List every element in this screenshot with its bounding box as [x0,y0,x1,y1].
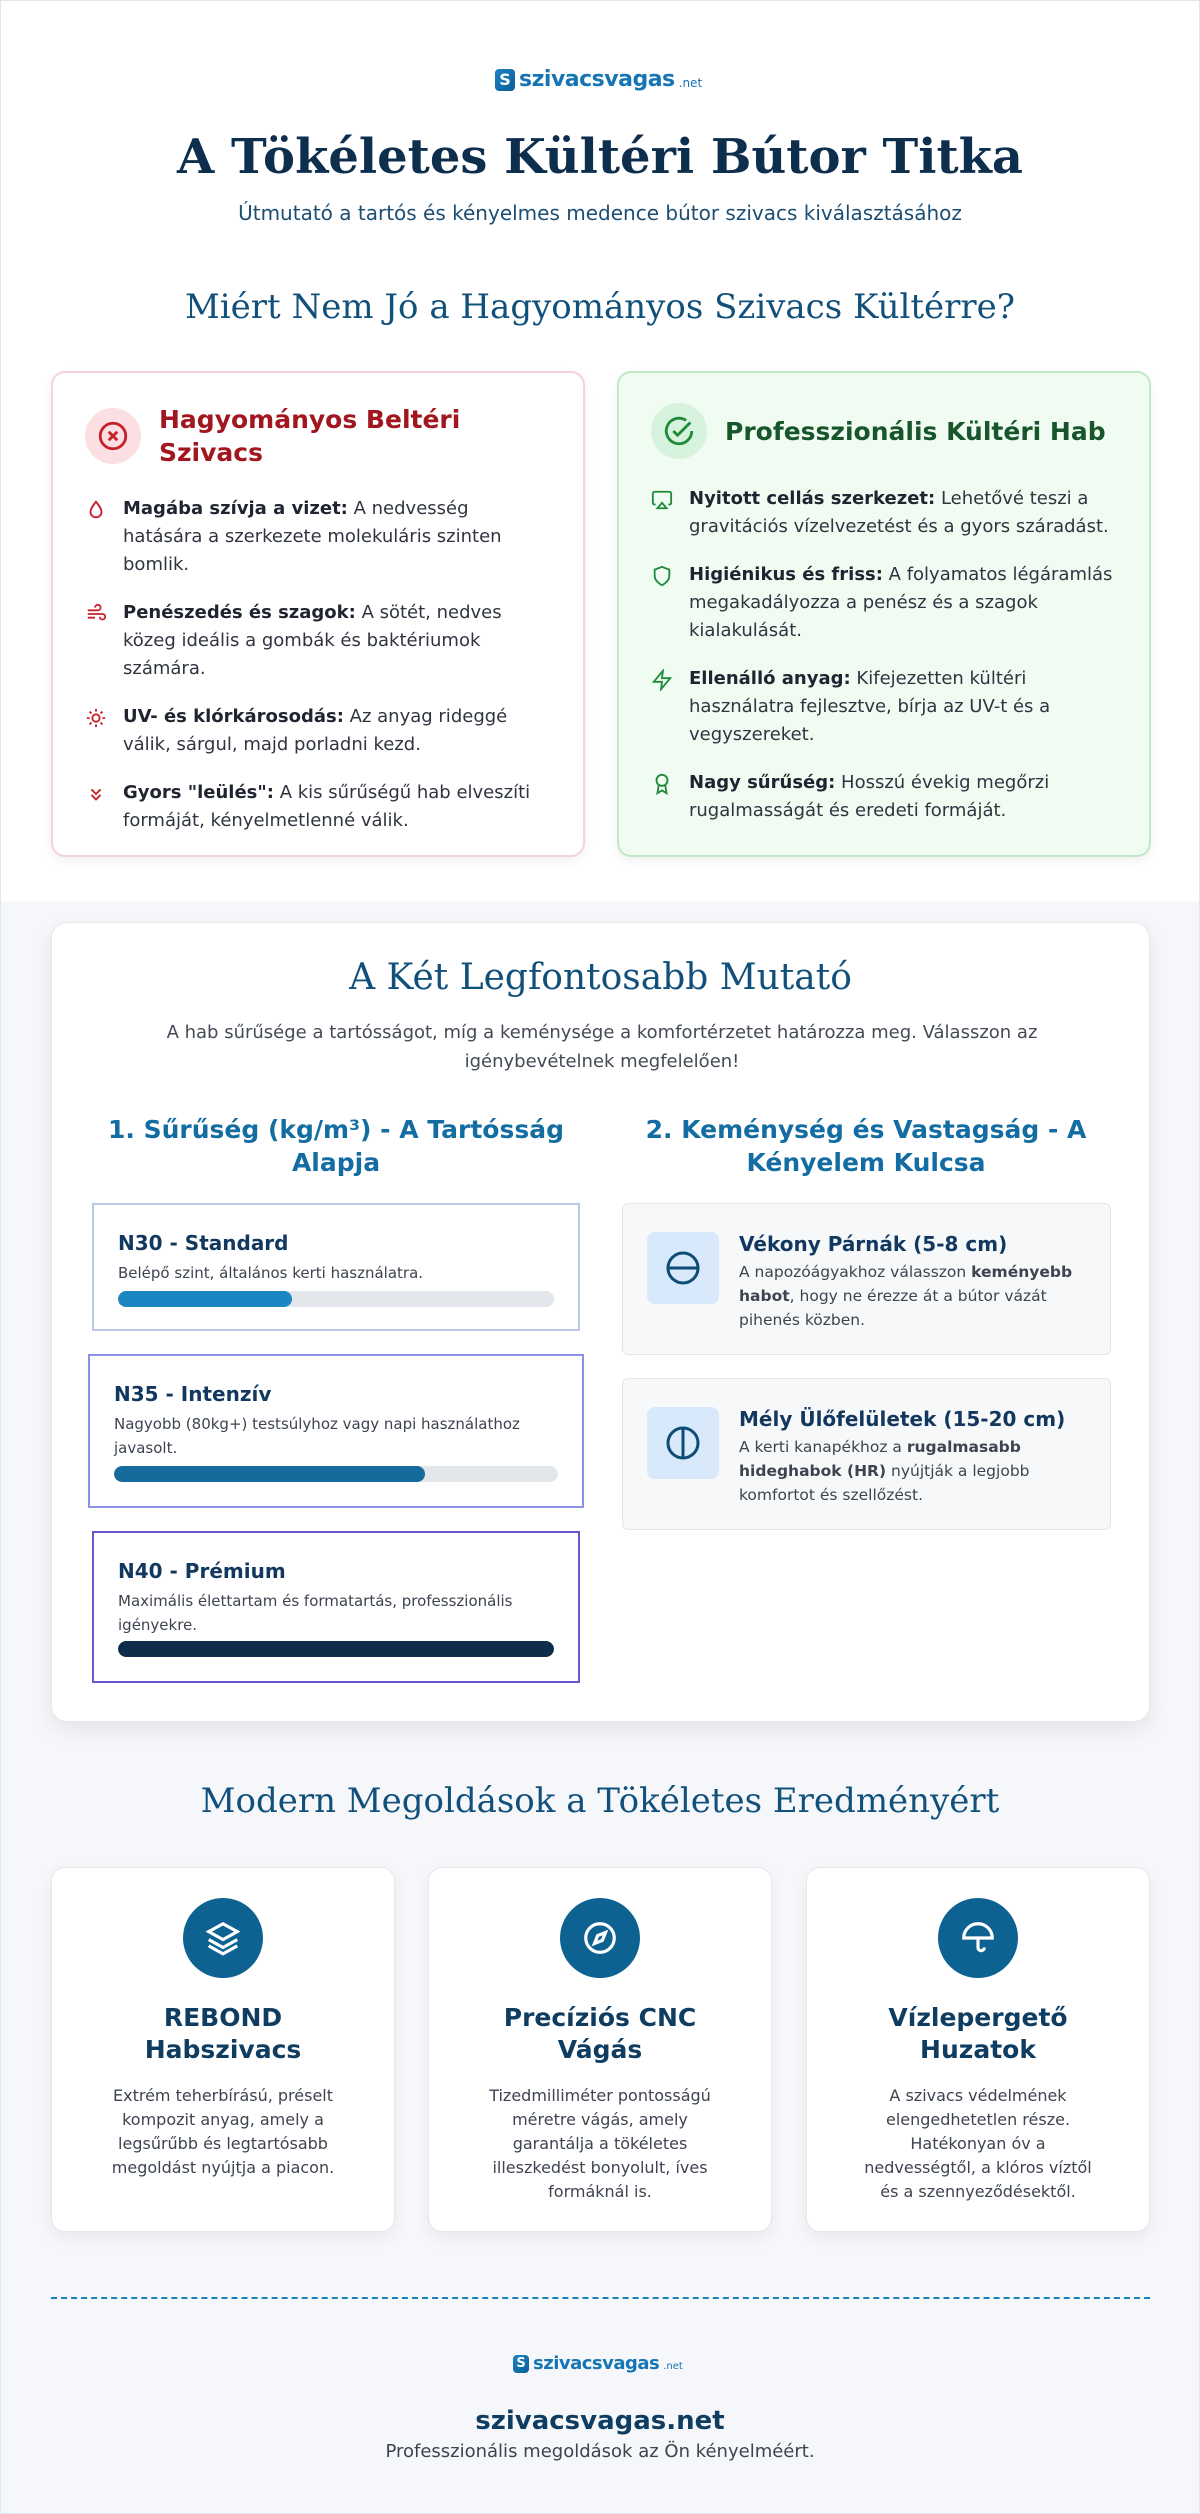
shield-icon [651,561,675,645]
header-logo[interactable] [495,67,702,92]
list-item: Nyitott cellás szerkezet: Lehetővé teszi a gravitációs vízelvezetést és a gyors száradást. [651,485,1117,541]
density-bar-fill [118,1641,554,1657]
layers-icon [183,1898,263,1978]
list-item: Higiénikus és friss: A folyamatos légáramlás megakadályozza a penész és a szagok kialakulását. [651,561,1117,645]
density-card-n40: N40 - Prémium Maximális élettartam és formatartás, professzionális igényekre. [92,1531,580,1683]
logo-tld: .net [678,75,703,90]
solution-card-rebond: REBOND Habszivacs Extrém teherbírású, préselt kompozit anyag, amely a legsűrűbb és legtartósabb megoldást nyújtja a piacon. [51,1867,395,2232]
list-item: Magába szívja a vizet: A nedvesség hatására a szerkezete molekuláris szinten bomlik. [85,495,551,579]
chevrons-down-icon [85,779,109,835]
density-bar [118,1641,554,1657]
list-item: UV- és klórkárosodás: Az anyag rideggé válik, sárgul, majd porladni kezd. [85,703,551,759]
density-title: 1. Sűrűség (kg/m³) - A Tartósság Alapja [108,1115,564,1177]
metrics-panel [51,922,1150,1722]
density-bar [114,1466,558,1482]
x-circle-icon [85,408,141,464]
logo-tld: .net [663,2361,683,2372]
hardness-card-thin: Vékony Párnák (5-8 cm) A napozóágyakhoz válasszon keményebb habot, hogy ne érezze át a bútor vázát pihenés közben. [622,1203,1111,1355]
footer-logo[interactable] [513,2353,683,2374]
page-title: A Tökéletes Kültéri Bútor Titka [177,129,1023,185]
solution-card-covers: Vízlepergető Huzatok A szivacs védelmének elengedhetetlen része. Hatékonyan óv a nedvességtől, a klóros víztől és a szennyeződésektől. [806,1867,1150,2232]
half-circle-vertical-icon [647,1407,719,1479]
metrics-description: A hab sűrűsége a tartósságot, míg a keménysége a komfortérzetet határozza meg. Válasszon az igénybevételnek megfelelően! [166,1022,1038,1072]
logo-text: szivacsvagas [533,2353,660,2374]
sun-icon [85,703,109,759]
compass-icon [560,1898,640,1978]
zap-icon [651,665,675,749]
density-bar-fill [118,1291,292,1307]
footer-divider [51,2297,1150,2299]
award-icon [651,769,675,825]
traditional-foam-card [51,371,585,857]
logo-icon: S [513,2355,529,2373]
outdoor-foam-title: Professzionális Kültéri Hab [725,416,1106,446]
half-circle-horizontal-icon [647,1232,719,1304]
umbrella-icon [938,1898,1018,1978]
density-bar [118,1291,554,1307]
droplet-icon [85,495,109,579]
traditional-foam-title: Hagyományos Beltéri Szivacs [159,405,461,467]
page-subtitle: Útmutató a tartós és kényelmes medence bútor szivacs kiválasztásához [238,201,962,225]
metrics-title: A Két Legfontosabb Mutató [349,957,852,998]
comparison-title: Miért Nem Jó a Hagyományos Szivacs Kültérre? [184,287,1016,327]
density-card-n35: N35 - Intenzív Nagyobb (80kg+) testsúlyhoz vagy napi használathoz javasolt. [88,1354,584,1508]
wind-icon [85,599,109,683]
hardness-card-deep: Mély Ülőfelületek (15-20 cm) A kerti kanapékhoz a rugalmasabb hideghabok (HR) nyújtják a legjobb komfortot és szellőzést. [622,1378,1111,1530]
solution-card-cnc: Precíziós CNC Vágás Tizedmilliméter pontosságú méretre vágás, amely garantálja a tökéletes illeszkedést bonyolult, íves formáknál is. [428,1867,772,2232]
density-card-n30: N30 - Standard Belépő szint, általános kerti használatra. [92,1203,580,1331]
logo-text: szivacsvagas [519,67,675,92]
outdoor-foam-card [617,371,1151,857]
solutions-title: Modern Megoldások a Tökéletes Eredményért [200,1781,1000,1821]
check-circle-icon [651,403,707,459]
footer-site-name[interactable]: szivacsvagas.net [475,2406,725,2436]
list-item: Nagy sűrűség: Hosszú évekig megőrzi rugalmasságát és eredeti formáját. [651,769,1117,825]
list-item: Ellenálló anyag: Kifejezetten kültéri használatra fejlesztve, bírja az UV-t és a vegyszereket. [651,665,1117,749]
logo-icon: S [495,69,515,91]
footer-tagline: Professzionális megoldások az Ön kényelméért. [385,2441,815,2462]
airplay-icon [651,485,675,541]
hardness-title: 2. Keménység és Vastagság - A Kényelem Kulcsa [645,1115,1087,1177]
list-item: Gyors "leülés": A kis sűrűségű hab elveszíti formáját, kényelmetlenné válik. [85,779,551,835]
density-bar-fill [114,1466,425,1482]
list-item: Penészedés és szagok: A sötét, nedves közeg ideális a gombák és baktériumok számára. [85,599,551,683]
